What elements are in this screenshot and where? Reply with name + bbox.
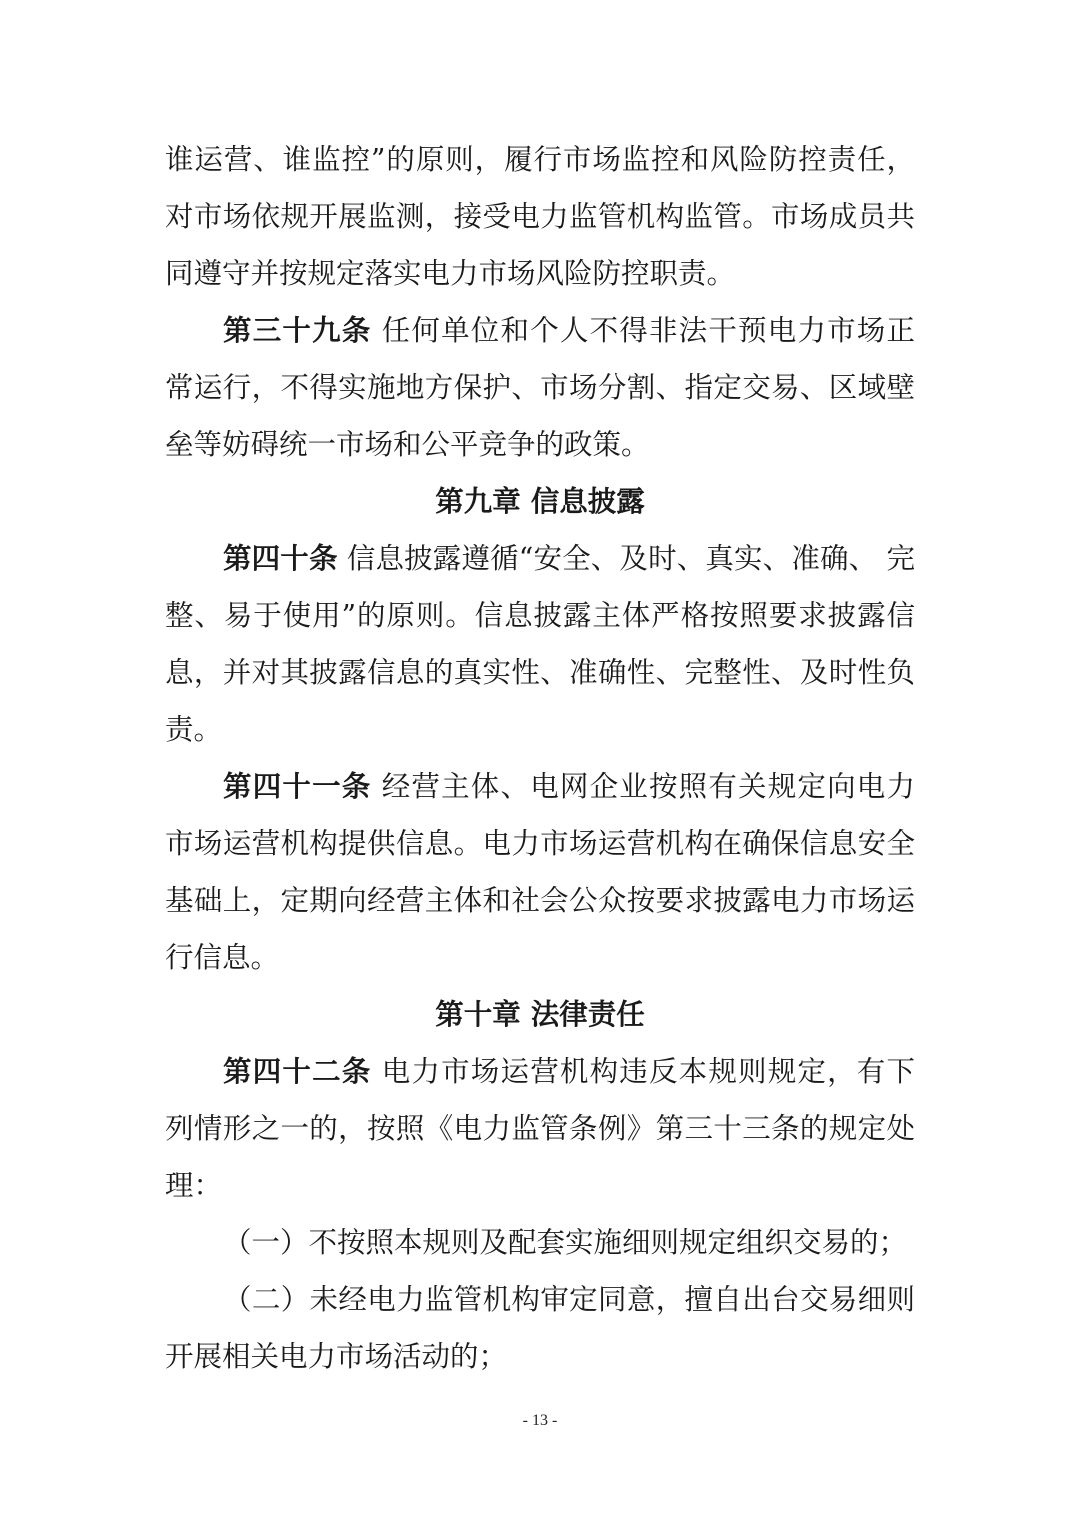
paragraph-line: 常运行，不得实施地方保护、市场分割、指定交易、区域壁 [165, 371, 915, 404]
article-39-line [165, 302, 915, 359]
paragraph-line: 列情形之一的，按照《电力监管条例》第三十三条的规定处 [165, 1112, 915, 1145]
article-text: 经营主体、电网企业按照有关规定向电力 [381, 770, 915, 803]
document-page [165, 131, 915, 1385]
article-40-line [165, 530, 915, 587]
paragraph-line: 市场运营机构提供信息。电力市场运营机构在确保信息安全 [165, 827, 915, 860]
paragraph-line: 责。 [165, 713, 223, 746]
paragraph-line: 理： [165, 1169, 223, 1202]
paragraph-line: 谁运营、谁监控”的原则，履行市场监控和风险防控责任， [165, 143, 915, 176]
article-label: 第三十九条 [223, 313, 372, 347]
paragraph-line: 基础上，定期向经营主体和社会公众按要求披露电力市场运 [165, 884, 915, 917]
article-41-line [165, 758, 915, 815]
article-label: 第四十条 [223, 541, 338, 575]
article-42-line [165, 1043, 915, 1100]
chapter-heading: 第十章 法律责任 [435, 998, 645, 1031]
article-text: 信息披露遵循“安全、及时、真实、准确、 完 [346, 542, 915, 575]
chapter-heading: 第九章 信息披露 [435, 485, 645, 518]
article-label: 第四十二条 [223, 1054, 372, 1088]
article-label: 第四十一条 [223, 769, 372, 803]
paragraph-line: 同遵守并按规定落实电力市场风险防控职责。 [165, 257, 736, 290]
article-text: 电力市场运营机构违反本规则规定，有下 [381, 1055, 915, 1088]
page-number: - 13 - [522, 1412, 558, 1429]
list-item: （二）未经电力监管机构审定同意，擅自出台交易细则 [223, 1283, 915, 1316]
list-item: （一）不按照本规则及配套实施细则规定组织交易的； [223, 1226, 908, 1259]
paragraph-line: 整、易于使用”的原则。信息披露主体严格按照要求披露信 [165, 599, 915, 632]
article-text: 任何单位和个人不得非法干预电力市场正 [381, 314, 915, 347]
paragraph-line: 对市场依规开展监测，接受电力监管机构监管。市场成员共 [165, 200, 915, 233]
paragraph-line: 息，并对其披露信息的真实性、准确性、完整性、及时性负 [165, 656, 915, 689]
paragraph-line: 行信息。 [165, 941, 280, 974]
paragraph-line: 开展相关电力市场活动的； [165, 1340, 508, 1373]
paragraph-line: 垒等妨碍统一市场和公平竞争的政策。 [165, 428, 650, 461]
